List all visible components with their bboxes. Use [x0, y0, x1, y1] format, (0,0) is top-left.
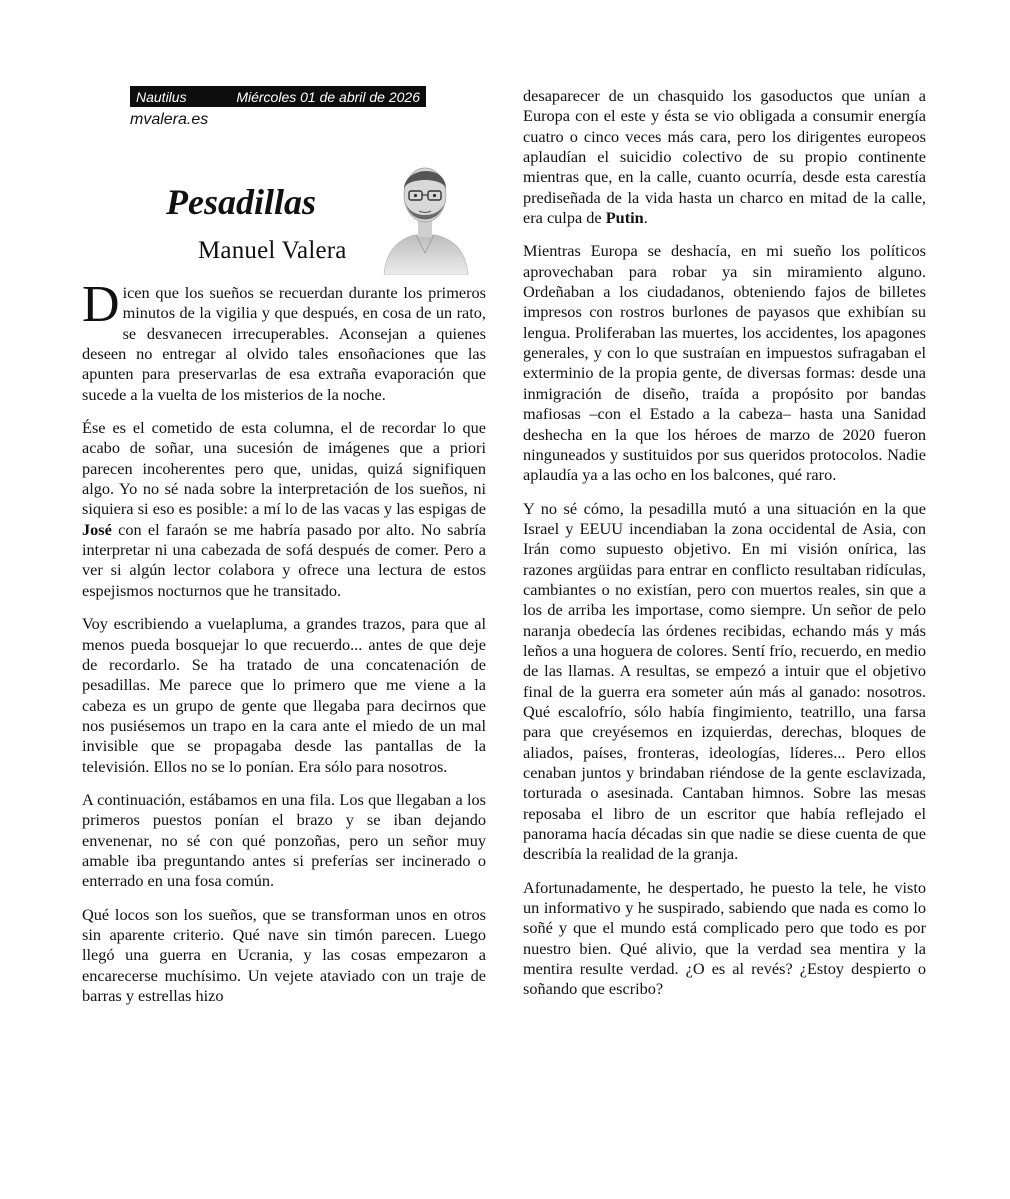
article-title: Pesadillas: [166, 182, 316, 222]
right-column: [523, 86, 926, 1013]
paragraph-1-text: icen que los sueños se recuerdan durante los primeros minutos de la vigilia y que después, en cosa de un rato, se desvanecen irrecuperables. Aconsejan a quienes deseen no entregar al olvido tales ensoñaciones que las apunten para preservarlas de esa extraña evaporación que sucede a la vuelta de los misterios de la noche.: [82, 283, 486, 404]
paragraph-2-text-a: Ése es el cometido de esta columna, el de recordar lo que acabo de soñar, una sucesión de imágenes que a priori parecen incoherentes pero que, unidas, quizá signifiquen algo. Yo no sé nada sobre la interpretación de los sueños, ni siquiera si eso es posible: a mí lo de las vacas y las espigas de: [82, 418, 486, 519]
left-column: [82, 86, 486, 1019]
paragraph-7: Mientras Europa se deshacía, en mi sueño los políticos aprovechaban para robar ya sin miramiento alguno. Ordeñaban a los ciudadanos, obteniendo fajos de billetes impresos con rostros burlones de payasos que exhibían su lengua. Proliferaban las muertes, los accidentes, los apagones generales, y con lo que sustraían en impuestos sufragaban el exterminio de la propia gente, de diversas formas: desde una inmigración de diseño, traída a propósito por bandas mafiosas –con el Estado a la cabeza– hasta una Sanidad deshecha en la que los héroes de marzo de 2020 fueron ninguneados y sustituidos por sus queridos protocolos. Nadie aplaudía ya a las ocho en los balcones, qué raro.: [523, 241, 926, 485]
name-putin: Putin: [605, 208, 644, 228]
paragraph-2-text-b: con el faraón se me habría pasado por alto. No sabría interpretar ni una cabezada de sofá después de comer. Pero a ver si algún lector colabora y ofrece una lectura de estos espejismos nocturnos que he transitado.: [82, 519, 486, 600]
drop-cap: D: [82, 276, 120, 333]
paragraph-5: Qué locos son los sueños, que se transforman unos en otros sin aparente criterio. Qué nave sin timón parecen. Luego llegó una guerra en Ucrania, y las cosas empezaron a encarecerse muchísimo. Un vejete ataviado con un traje de barras y estrellas hizo: [82, 904, 486, 1005]
paragraph-6-text-a: desaparecer de un chasquido los gasoductos que unían a Europa con el este y ésta se vio obligada a consumir energía cuatro o cinco veces más cara, pero los dirigentes europeos aplaudían el suicidio colectivo de su propio continente mientras que, en la calle, cuanto ocurría, desde esta carestía prediseñada de la vida hasta un charco en mitad de la calle, era culpa de: [523, 86, 926, 228]
site-url: mvalera.es: [130, 111, 209, 128]
paragraph-3: Voy escribiendo a vuelapluma, a grandes trazos, para que al menos pueda bosquejar lo que recuerdo... antes de que deje de recordarlo. Se ha tratado de una concatenación de pesadillas. Me parece que lo primero que me viene a la cabeza es un grupo de gente que llegaba para decirnos que nos pusiésemos un trapo en la cara ante el miedo de un mal invisible que se propagaba desde las pantallas de la televisión. Ellos no se lo ponían. Era sólo para nosotros.: [82, 614, 486, 776]
header-bar: [130, 86, 426, 107]
publication-date: Miércoles 01 de abril de 2026: [236, 88, 420, 105]
paragraph-8: Y no sé cómo, la pesadilla mutó a una situación en la que Israel y EEUU incendiaban la zona occidental de Asia, con Irán como supuesto objetivo. En mi visión onírica, las razones argüidas para entrar en conflicto resultaban ridículas, cambiantes o no existían, pero con muertos reales, sin que a los de arriba les importase, como siempre. Un señor de pelo naranja obedecía las órdenes recibidas, echando más y más leños a una hoguera de colores. Sentí frío, recuerdo, en medio de las llamas. A resultas, se empezó a intuir que el objetivo final de la guerra era someter aún más al ganado: nosotros. Qué escalofrío, sólo había fingimiento, teatrillo, una farsa para que creyésemos en izquierdas, derechas, bloques de aliados, países, fronteras, ideologías, líderes... Pero ellos cenaban juntos y brindaban riéndose de la gente esclavizada, torturada o asesinada. Cantaban himnos. Sobre las mesas reposaba el libro de un escritor que había reflejado el panorama hacía décadas sin que nadie se diese cuenta de que describía la realidad de la granja.: [523, 498, 926, 864]
section-name: Nautilus: [136, 88, 187, 105]
author-portrait: [380, 153, 470, 275]
paragraph-6-text-b: .: [643, 208, 648, 228]
paragraph-1: [82, 276, 486, 405]
title-block: [82, 133, 486, 283]
paragraph-4: A continuación, estábamos en una fila. Los que llegaban a los primeros puestos ponían el brazo y se iban dejando envenenar, no sé con qué ponzoñas, pero un señor muy amable iba preguntando antes si preferías ser incinerado o enterrado en una fosa común.: [82, 789, 486, 891]
paragraph-2: [82, 418, 486, 601]
name-jose: José: [82, 519, 112, 539]
author-name: Manuel Valera: [198, 237, 347, 264]
paragraph-6: [523, 86, 926, 228]
paragraph-9: Afortunadamente, he despertado, he puesto la tele, he visto un informativo y he suspirado, sabiendo que nada es como lo soñé y que el mundo está complicado pero que todo es por nuestro bien. Qué alivio, que la verdad sea mentira y la mentira resulte verdad. ¿O es al revés? ¿Estoy despierto o soñando que escribo?: [523, 877, 926, 999]
